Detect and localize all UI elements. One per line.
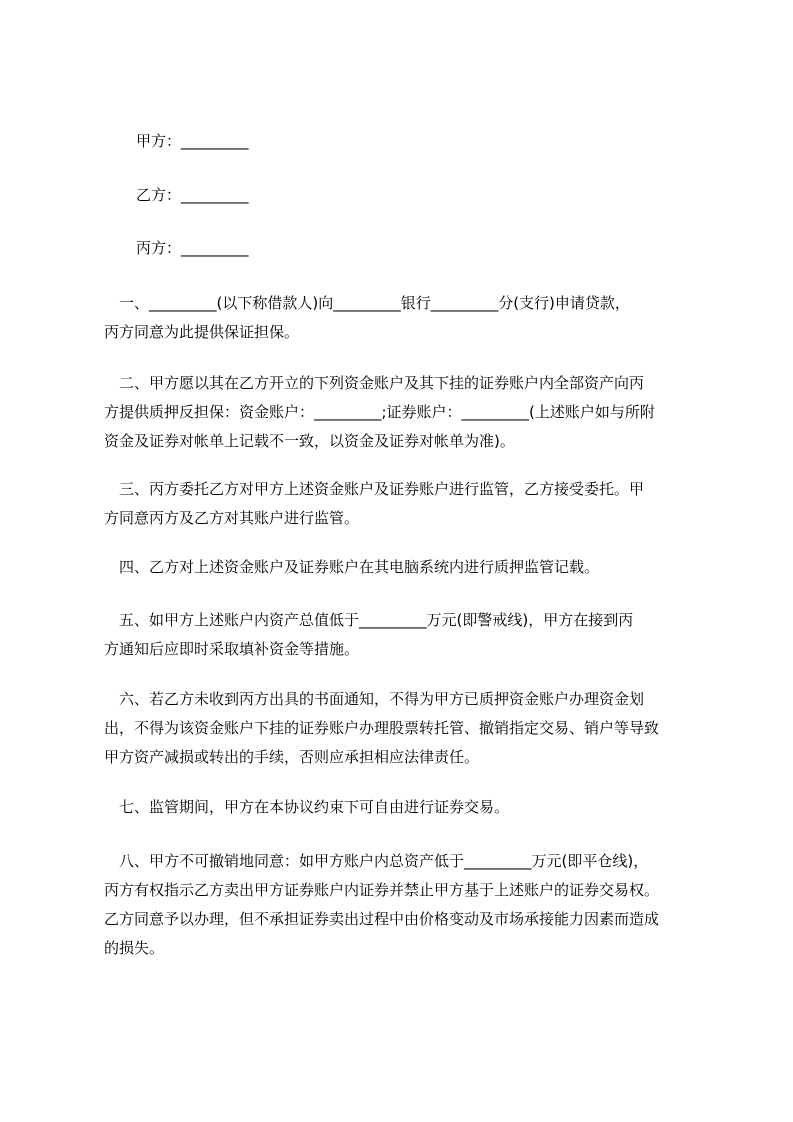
clause-line: 乙方同意予以办理，但不承担证券卖出过程中由价格变动及市场承接能力因素而造成: [104, 910, 660, 928]
clause-2: [104, 373, 702, 451]
clause-line: 五、如甲方上述账户内资产总值低于_________万元(即警戒线)，甲方在接到丙: [104, 611, 634, 629]
clause-line: 丙方同意为此提供保证担保。: [104, 323, 300, 341]
clause-line: 甲方资产减损或转出的手续，否则应承担相应法律责任。: [104, 748, 480, 766]
clause-line: 出，不得为该资金账户下挂的证券账户办理股票转托管、撤销指定交易、销户等导致: [104, 719, 660, 737]
clause-1: [104, 293, 702, 342]
clause-7: [104, 797, 702, 817]
clause-line: 方同意丙方及乙方对其账户进行监管。: [104, 509, 360, 527]
clause-line: 六、若乙方未收到丙方出具的书面通知，不得为甲方已质押资金账户办理资金划: [104, 690, 645, 708]
clause-line: 一、_________(以下称借款人)向_________银行_________分(支行)申请贷款，: [104, 294, 630, 312]
clause-line: 的损失。: [104, 939, 165, 957]
party-c-line: 丙方：_________: [136, 239, 249, 257]
party-a-line: 甲方：_________: [136, 132, 249, 150]
clause-line: 丙方有权指示乙方卖出甲方证券账户内证券并禁止甲方基于上述账户的证券交易权。: [104, 881, 660, 899]
clause-line: 八、甲方不可撤销地同意：如甲方账户内总资产低于_________万元(即平仓线)，: [104, 852, 649, 870]
clause-line: 七、监管期间，甲方在本协议约束下可自由进行证券交易。: [104, 798, 510, 816]
clause-line: 方提供质押反担保：资金账户：_________;证券账户：_________(上述账户如与所附: [104, 403, 655, 421]
clause-line: 方通知后应即时采取填补资金等措施。: [104, 640, 360, 658]
party-b-line: 乙方：_________: [136, 186, 249, 204]
clause-line: 三、丙方委托乙方对甲方上述资金账户及证券账户进行监管，乙方接受委托。甲: [104, 480, 645, 498]
clause-8: [104, 851, 702, 958]
clause-line: 二、甲方愿以其在乙方开立的下列资金账户及其下挂的证券账户内全部资产向丙: [104, 374, 645, 392]
clause-line: 资金及证券对帐单上记载不一致，以资金及证券对帐单为准)。: [104, 432, 515, 450]
clause-5: [104, 610, 702, 659]
clause-3: [104, 479, 702, 528]
clause-6: [104, 689, 702, 767]
clause-4: [104, 557, 702, 577]
clause-line: 四、乙方对上述资金账户及证券账户在其电脑系统内进行质押监管记载。: [104, 558, 600, 576]
